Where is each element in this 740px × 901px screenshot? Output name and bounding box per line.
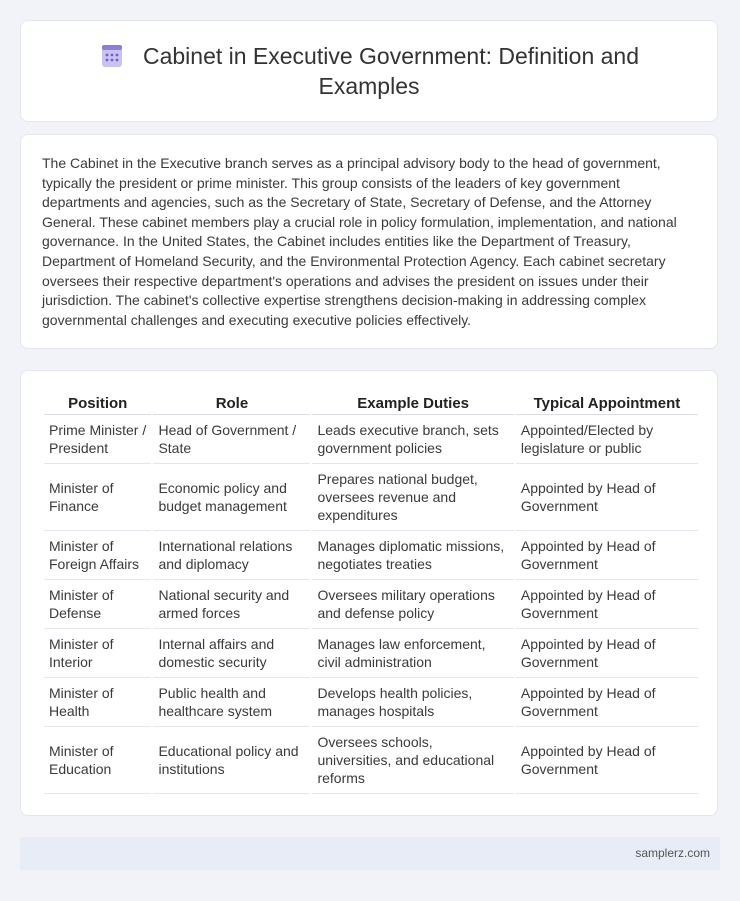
- cell-role: Economic policy and budget management: [153, 464, 310, 531]
- cell-role: National security and armed forces: [153, 580, 310, 629]
- header-typical-appointment: Typical Appointment: [516, 391, 698, 415]
- cell-duties: Oversees schools, universities, and educational reforms: [312, 727, 513, 794]
- cell-position: Minister of Interior: [44, 629, 151, 678]
- table-row: [44, 629, 698, 678]
- page-title-wrap: [69, 41, 669, 101]
- footer-bar: [20, 837, 720, 870]
- cell-appointment: Appointed by Head of Government: [516, 678, 698, 727]
- table-row: [44, 415, 698, 464]
- table-row: [44, 531, 698, 580]
- cell-role: Educational policy and institutions: [153, 727, 310, 794]
- intro-card: [20, 134, 718, 349]
- cell-appointment: Appointed by Head of Government: [516, 727, 698, 794]
- cell-duties: Prepares national budget, oversees revenue and expenditures: [312, 464, 513, 531]
- cell-appointment: Appointed/Elected by legislature or public: [516, 415, 698, 464]
- table-card: [20, 370, 718, 816]
- cell-role: Public health and healthcare system: [153, 678, 310, 727]
- footer-site-link[interactable]: samplerz.com: [635, 846, 710, 860]
- cell-role: International relations and diplomacy: [153, 531, 310, 580]
- cell-appointment: Appointed by Head of Government: [516, 629, 698, 678]
- cell-appointment: Appointed by Head of Government: [516, 580, 698, 629]
- cell-duties: Manages law enforcement, civil administration: [312, 629, 513, 678]
- table-row: [44, 580, 698, 629]
- table-row: [44, 727, 698, 794]
- cell-position: Minister of Education: [44, 727, 151, 794]
- cell-position: Minister of Health: [44, 678, 151, 727]
- cell-duties: Develops health policies, manages hospitals: [312, 678, 513, 727]
- table-row: [44, 464, 698, 531]
- cabinet-table: [42, 391, 700, 794]
- page-title: Cabinet in Executive Government: Definition and Examples: [142, 43, 640, 99]
- header-position: Position: [44, 391, 151, 415]
- cell-appointment: Appointed by Head of Government: [516, 464, 698, 531]
- header-role: Role: [153, 391, 310, 415]
- cell-duties: Leads executive branch, sets government policies: [312, 415, 513, 464]
- cell-duties: Manages diplomatic missions, negotiates treaties: [312, 531, 513, 580]
- cell-appointment: Appointed by Head of Government: [516, 531, 698, 580]
- cell-role: Head of Government / State: [153, 415, 310, 464]
- cell-duties: Oversees military operations and defense policy: [312, 580, 513, 629]
- cell-position: Minister of Defense: [44, 580, 151, 629]
- document-icon: [99, 43, 125, 69]
- intro-paragraph: The Cabinet in the Executive branch serves as a principal advisory body to the head of government, typically the president or prime minister. This group consists of the leaders of key government departments and agencies, such as the Secretary of State, Secretary of Defense, and the Attorney General. These cabinet members play a crucial role in policy formulation, implementation, and national governance. In the United States, the Cabinet includes entities like the Department of Treasury, Department of Homeland Security, and the Environmental Protection Agency. Each cabinet secretary oversees their respective department's operations and advises the president on issues under their jurisdiction. The cabinet's collective expertise strengthens decision-making in addressing complex governmental challenges and executing executive policies effectively.: [42, 155, 677, 328]
- table-header-row: [44, 391, 698, 415]
- cell-position: Prime Minister / President: [44, 415, 151, 464]
- header-example-duties: Example Duties: [312, 391, 513, 415]
- cell-position: Minister of Finance: [44, 464, 151, 531]
- cell-position: Minister of Foreign Affairs: [44, 531, 151, 580]
- cell-role: Internal affairs and domestic security: [153, 629, 310, 678]
- table-row: [44, 678, 698, 727]
- title-card: [20, 20, 718, 122]
